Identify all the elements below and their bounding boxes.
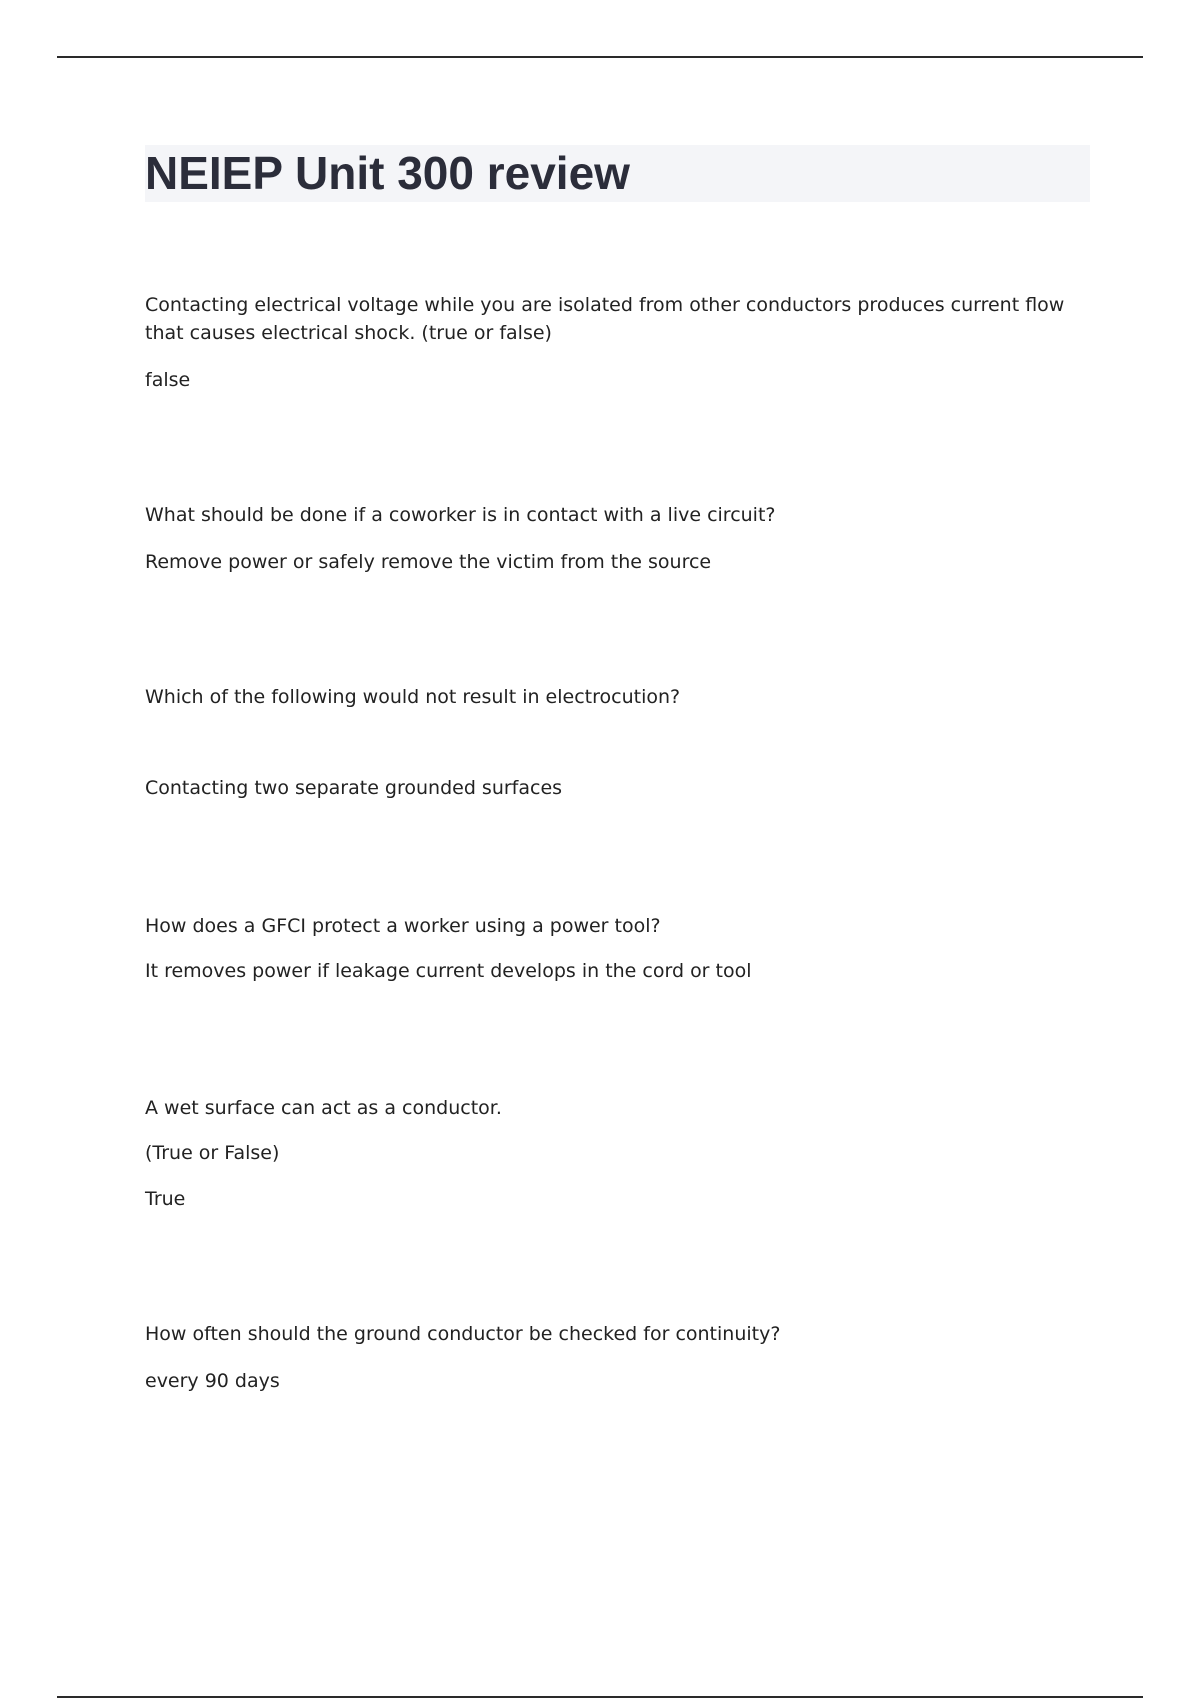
answer-6: every 90 days <box>145 1370 280 1392</box>
document-title: NEIEP Unit 300 review <box>145 147 630 199</box>
question-6: How often should the ground conductor be checked for continuity? <box>145 1323 781 1345</box>
answer-2: Remove power or safely remove the victim from the source <box>145 551 712 573</box>
question-4: How does a GFCI protect a worker using a power tool? <box>145 915 661 937</box>
question-2: What should be done if a coworker is in contact with a live circuit? <box>145 504 776 526</box>
bottom-rule <box>57 1696 1143 1698</box>
answer-3: Contacting two separate grounded surfaces <box>145 777 563 799</box>
question-5-line-2: (True or False) <box>145 1142 280 1164</box>
answer-1: false <box>145 369 191 391</box>
answer-5: True <box>145 1188 186 1210</box>
top-rule <box>57 56 1143 58</box>
question-1: Contacting electrical voltage while you are isolated from other conductors produces current flow that causes electrical shock. (true or false) <box>145 294 1065 344</box>
question-5: A wet surface can act as a conductor. <box>145 1097 502 1119</box>
question-3: Which of the following would not result in electrocution? <box>145 686 681 708</box>
answer-4: It removes power if leakage current develops in the cord or tool <box>145 960 752 982</box>
